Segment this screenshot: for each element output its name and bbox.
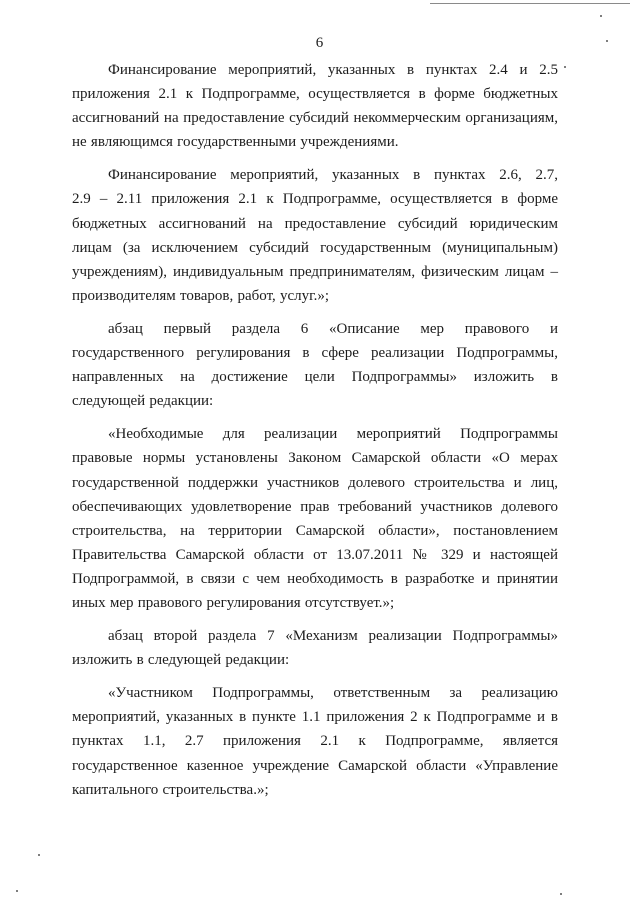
text-line: Финансирование мероприятий, указанных в пунктах 2.4 и 2.5 bbox=[108, 62, 558, 78]
text-line: ассигнований на предоставление субсидий некоммерческим организациям, bbox=[72, 110, 558, 127]
paragraph bbox=[72, 58, 558, 154]
text-line: направленных на достижение цели Подпрограммы» изложить в bbox=[72, 369, 558, 386]
text-line: лицам (за исключением субсидий государственным (муниципальным) bbox=[72, 239, 558, 256]
text-line: правовые нормы установлены Законом Самарской области «О мерах bbox=[72, 450, 558, 467]
text-line: абзац второй раздела 7 «Механизм реализации Подпрограммы» bbox=[108, 628, 558, 645]
text-line: обеспечивающих удовлетворение прав требований участников долевого bbox=[72, 498, 558, 515]
text-line: государственной поддержки участников долевого строительства и лиц, bbox=[72, 474, 558, 491]
paragraph bbox=[72, 163, 558, 308]
text-line: иных мер правового регулирования отсутствует.»; bbox=[72, 594, 395, 611]
text-line: «Необходимые для реализации мероприятий Подпрограммы bbox=[108, 426, 558, 443]
text-line: следующей редакции: bbox=[72, 393, 214, 410]
text-line: бюджетных ассигнований на предоставление субсидий юридическим bbox=[72, 215, 558, 232]
scan-speck bbox=[606, 40, 608, 42]
text-line: строительства, на территории Самарской области», постановлением bbox=[72, 522, 558, 539]
scan-speck bbox=[600, 15, 602, 17]
top-border-line bbox=[430, 3, 630, 4]
text-line: капитального строительства.»; bbox=[72, 781, 269, 798]
scan-speck bbox=[38, 854, 40, 856]
text-line: Финансирование мероприятий, указанных в пунктах 2.6, 2.7, bbox=[108, 167, 558, 184]
paragraph bbox=[72, 317, 558, 413]
scan-speck bbox=[564, 66, 566, 68]
text-line: пунктах 1.1, 2.7 приложения 2.1 к Подпрограмме, является bbox=[72, 733, 558, 750]
text-line: приложения 2.1 к Подпрограмме, осуществляется в форме бюджетных bbox=[72, 86, 558, 103]
text-line: не являющимся государственными учреждениями. bbox=[72, 134, 399, 151]
text-line: учреждениям), индивидуальным предпринимателям, физическим лицам – bbox=[72, 263, 558, 280]
text-line: «Участником Подпрограммы, ответственным за реализацию bbox=[108, 685, 558, 702]
paragraph bbox=[72, 624, 558, 672]
text-line: Правительства Самарской области от 13.07.2011 № 329 и настоящей bbox=[72, 546, 558, 563]
scan-speck bbox=[560, 893, 562, 895]
scan-speck bbox=[16, 890, 18, 892]
page-number: 6 bbox=[315, 35, 324, 51]
text-line: мероприятий, указанных в пункте 1.1 приложения 2 к Подпрограмме и в bbox=[72, 709, 558, 726]
text-line: изложить в следующей редакции: bbox=[72, 652, 290, 669]
text-line: государственного регулирования в сфере реализации Подпрограммы, bbox=[72, 345, 558, 362]
document-body bbox=[72, 58, 558, 811]
text-line: Подпрограммой, в связи с чем необходимость в разработке и принятии bbox=[72, 570, 558, 587]
text-line: 2.9 – 2.11 приложения 2.1 к Подпрограмме, осуществляется в форме bbox=[72, 191, 558, 208]
text-line: государственное казенное учреждение Самарской области «Управление bbox=[72, 757, 558, 774]
text-line: производителям товаров, работ, услуг.»; bbox=[72, 287, 330, 304]
paragraph bbox=[72, 681, 558, 801]
paragraph bbox=[72, 422, 558, 615]
text-line: абзац первый раздела 6 «Описание мер правового и bbox=[108, 320, 558, 337]
